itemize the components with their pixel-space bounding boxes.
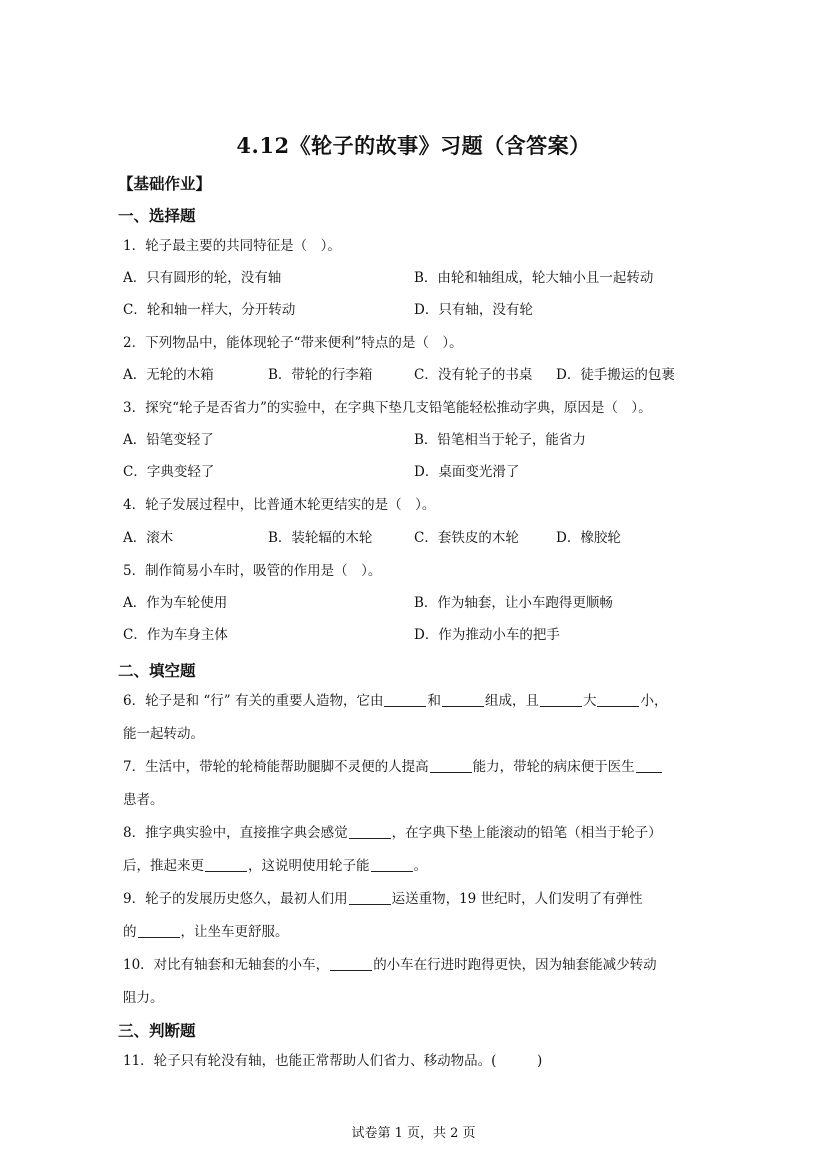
question-9-text: ，让坐车更舒服。 xyxy=(180,924,289,940)
question-1-option-b: B．由轮和轴组成，轮大轴小且一起转动 xyxy=(414,270,654,286)
question-1-option-a: A．只有圆形的轮，没有轴 xyxy=(123,270,282,286)
answer-blank[interactable] xyxy=(349,824,391,839)
question-2-option-d: D．徒手搬运的包裹 xyxy=(556,367,675,383)
answer-blank[interactable] xyxy=(430,758,472,773)
question-6-text: 小， xyxy=(640,693,668,709)
page-footer: 试卷第 1 页，共 2 页 xyxy=(351,1126,476,1141)
question-5-option-c: C．作为车身主体 xyxy=(123,627,228,643)
question-2-option-a: A．无轮的木箱 xyxy=(123,367,214,383)
question-3-option-a: A．铅笔变轻了 xyxy=(123,432,214,448)
section-heading-judge: 三、判断题 xyxy=(118,1021,196,1040)
answer-blank[interactable] xyxy=(636,758,662,773)
question-10-line-1 xyxy=(123,956,657,974)
question-2-stem: 2．下列物品中，能体现轮子“带来便利”特点的是（ ）。 xyxy=(123,335,463,351)
question-8-line-1 xyxy=(123,824,662,842)
answer-blank[interactable] xyxy=(349,890,391,905)
page-title: 4.12《轮子的故事》习题（含答案） xyxy=(236,133,591,158)
question-3-stem: 3．探究“轮子是否省力”的实验中，在字典下垫几支铅笔能轻松推动字典，原因是（ ）。 xyxy=(123,400,652,416)
question-10-line-2: 阻力。 xyxy=(123,990,164,1006)
answer-blank[interactable] xyxy=(205,857,247,872)
question-4-stem: 4．轮子发展过程中，比普通木轮更结实的是（ ）。 xyxy=(123,497,436,513)
question-2-option-c: C．没有轮子的书桌 xyxy=(414,367,533,383)
question-4-option-b: B．装轮辐的木轮 xyxy=(268,530,373,546)
question-9-text: 9．轮子的发展历史悠久，最初人们用 xyxy=(123,891,348,907)
answer-blank[interactable] xyxy=(330,956,372,971)
question-7-text: 7．生活中，带轮的轮椅能帮助腿脚不灵便的人提高 xyxy=(123,759,429,775)
question-5-option-d: D．作为推动小车的把手 xyxy=(414,627,560,643)
question-4-option-a: A．滚木 xyxy=(123,530,174,546)
question-10-text: 的小车在行进时跑得更快，因为轴套能减少转动 xyxy=(373,957,657,973)
answer-blank[interactable] xyxy=(371,857,413,872)
question-5-option-b: B．作为轴套，让小车跑得更顺畅 xyxy=(414,595,613,611)
answer-blank[interactable] xyxy=(597,692,639,707)
question-1-option-d: D．只有轴，没有轮 xyxy=(414,302,533,318)
answer-blank[interactable] xyxy=(442,692,484,707)
question-6-text: 和 xyxy=(427,693,441,709)
question-7-line-1 xyxy=(123,758,663,776)
question-3-option-b: B．铅笔相当于轮子，能省力 xyxy=(414,432,586,448)
question-11-stem: 11．轮子只有轮没有轴，也能正常帮助人们省力、移动物品。( ) xyxy=(123,1053,543,1069)
question-2-option-b: B．带轮的行李箱 xyxy=(268,367,373,383)
question-5-option-a: A．作为车轮使用 xyxy=(123,595,228,611)
question-8-text: 。 xyxy=(413,858,427,874)
answer-blank[interactable] xyxy=(384,692,426,707)
question-3-option-c: C．字典变轻了 xyxy=(123,464,215,480)
question-8-text: 后，推起来更 xyxy=(123,858,204,874)
block-label: 【基础作业】 xyxy=(118,174,212,193)
question-6-text: 大 xyxy=(582,693,597,709)
question-9-line-2 xyxy=(123,923,289,941)
question-8-text: ，在字典下垫上能滚动的铅笔（相当于轮子） xyxy=(391,825,662,841)
question-5-stem: 5．制作简易小车时，吸管的作用是（ ）。 xyxy=(123,563,382,579)
question-7-text: 能力，带轮的病床便于医生 xyxy=(472,759,635,775)
question-9-line-1 xyxy=(123,890,643,908)
question-4-option-c: C．套铁皮的木轮 xyxy=(414,530,519,546)
question-9-text: 运送重物，19 世纪时，人们发明了有弹性 xyxy=(391,891,643,907)
question-7-line-2: 患者。 xyxy=(123,792,164,808)
question-8-text: 8．推字典实验中，直接推字典会感觉 xyxy=(123,825,348,841)
question-6-line-2: 能一起转动。 xyxy=(123,726,204,742)
question-3-option-d: D．桌面变光滑了 xyxy=(414,464,520,480)
section-heading-choice: 一、选择题 xyxy=(118,206,196,225)
question-8-line-2 xyxy=(123,857,427,875)
question-6-text: 组成，且 xyxy=(484,693,539,709)
question-9-text: 的 xyxy=(123,924,137,940)
question-10-text: 10．对比有轴套和无轴套的小车， xyxy=(123,957,330,973)
answer-blank[interactable] xyxy=(138,923,180,938)
section-heading-fill: 二、填空题 xyxy=(118,661,196,680)
question-1-stem: 1．轮子最主要的共同特征是（ ）。 xyxy=(123,238,341,254)
question-1-option-c: C．轮和轴一样大，分开转动 xyxy=(123,302,296,318)
question-4-option-d: D．橡胶轮 xyxy=(556,530,621,546)
question-8-text: ，这说明使用轮子能 xyxy=(248,858,370,874)
answer-blank[interactable] xyxy=(540,692,582,707)
question-6-text: 6．轮子是和 “行” 有关的重要人造物，它由 xyxy=(123,693,384,709)
question-6-line-1 xyxy=(123,692,667,710)
